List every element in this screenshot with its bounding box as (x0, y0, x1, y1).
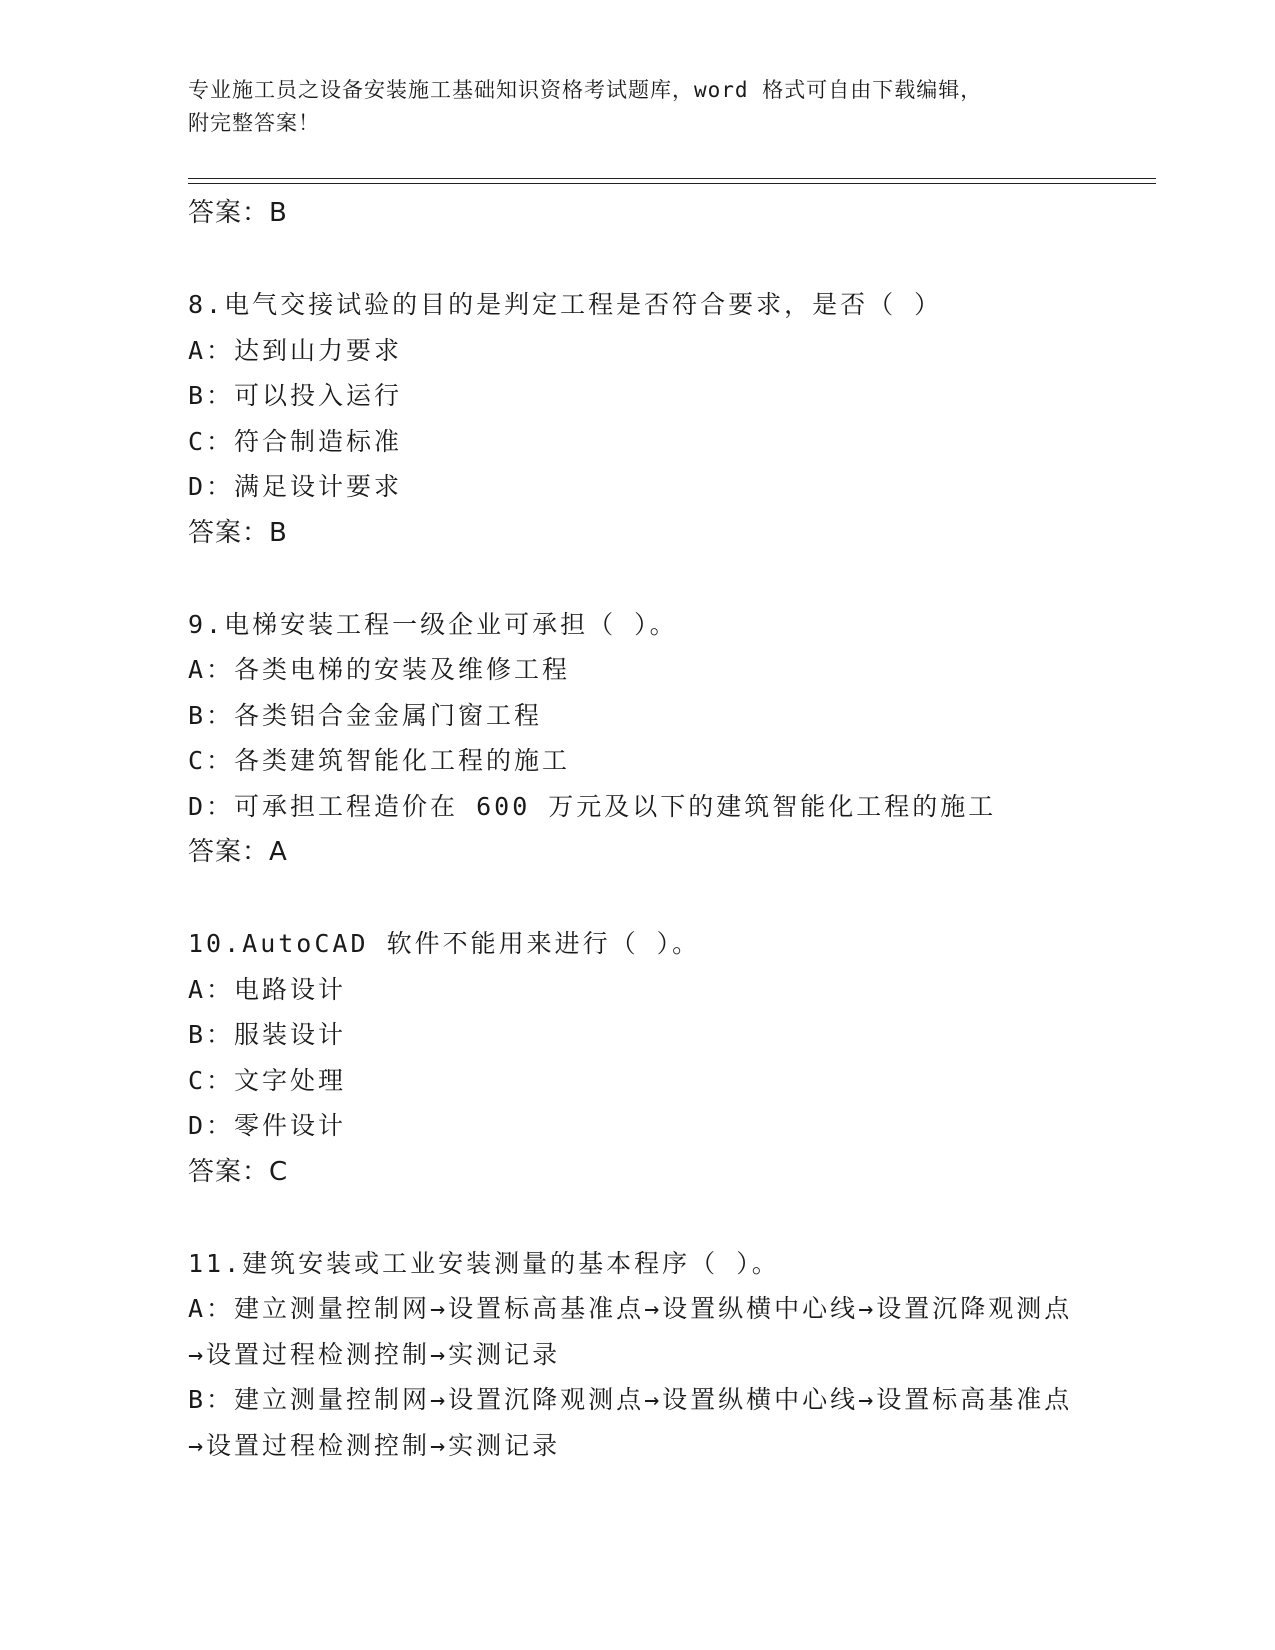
option-a: A：电路设计 (188, 974, 347, 1004)
option-b: B：可以投入运行 (188, 381, 403, 410)
option-a: A：各类电梯的安装及维修工程 (188, 655, 571, 684)
question-11 (188, 1241, 1108, 1469)
question-8 (188, 282, 1108, 556)
option-a: A：达到山力要求 (188, 335, 403, 365)
header-divider-top (188, 178, 1156, 179)
header-line-1: 专业施工员之设备安装施工基础知识资格考试题库，word 格式可自由下载编辑， (188, 78, 983, 102)
answer-line: 答案：B (188, 198, 288, 228)
header-divider-bottom (188, 183, 1156, 184)
answer-line: 答案：A (188, 837, 288, 867)
option-d: D：零件设计 (188, 1111, 347, 1140)
question-stem: 10.AutoCAD 软件不能用来进行（ ）。 (188, 929, 701, 958)
question-10 (188, 921, 1108, 1195)
question-stem: 8.电气交接试验的目的是判定工程是否符合要求，是否（ ） (188, 290, 943, 319)
option-a: A：建立测量控制网→设置标高基准点→设置纵横中心线→设置沉降观测点→设置过程检测控制→实测记录 (188, 1294, 1073, 1369)
question-stem: 9.电梯安装工程一级企业可承担（ ）。 (188, 609, 678, 639)
option-c: C：符合制造标准 (188, 426, 403, 456)
option-c: C：各类建筑智能化工程的施工 (188, 746, 571, 775)
header-line-2: 附完整答案！ (188, 111, 320, 135)
option-c: C：文字处理 (188, 1065, 347, 1095)
option-d: D：满足设计要求 (188, 472, 403, 501)
question-list (188, 190, 1108, 1468)
answer-line: 答案：C (188, 1156, 289, 1187)
answer-line: 答案：B (188, 517, 288, 548)
option-b: B：服装设计 (188, 1020, 347, 1049)
option-b: B：建立测量控制网→设置沉降观测点→设置纵横中心线→设置标高基准点→设置过程检测控制→实测记录 (188, 1385, 1073, 1460)
question-stem: 11.建筑安装或工业安装测量的基本程序（ ）。 (188, 1248, 780, 1278)
option-b: B：各类铝合金金属门窗工程 (188, 700, 543, 730)
document-header (188, 74, 1088, 140)
option-d: D：可承担工程造价在 600 万元及以下的建筑智能化工程的施工 (188, 791, 997, 821)
question-9 (188, 602, 1108, 876)
